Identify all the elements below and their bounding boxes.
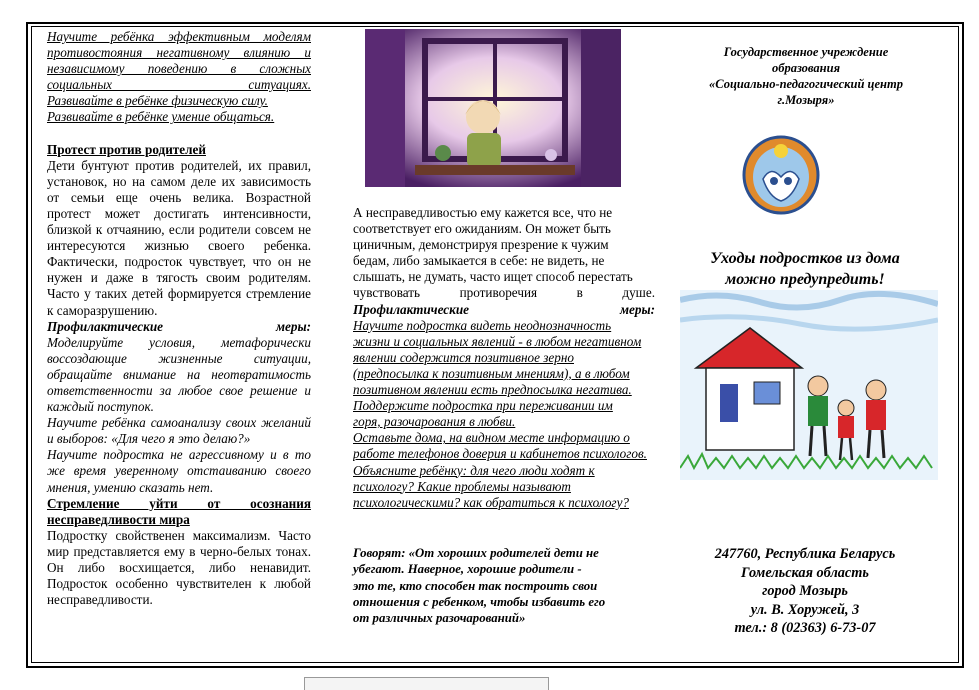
escape-heading: Стремление уйти от осознания несправедливости мира	[47, 495, 311, 527]
measure-line: горя, разочарования в любви.	[353, 414, 516, 430]
quote-block	[353, 545, 633, 626]
measure-line: Оставьте дома, на видном месте информацию о	[353, 430, 630, 446]
center-logo-icon	[741, 135, 821, 215]
quote-line: отношения с ребенком, чтобы избавить его	[353, 594, 606, 609]
address-line: Гомельская область	[741, 564, 869, 581]
measure-line: позитивном явлении есть предпосылка негатива.	[353, 382, 632, 398]
slogan-line: можно предупредить!	[725, 271, 885, 288]
measures-heading-2: Профилактические меры:	[353, 301, 655, 317]
quote-line: Говорят: «От хороших родителей дети не	[353, 546, 599, 560]
text-line: соответствует его ожиданиям. Он может быть	[353, 221, 611, 237]
measure-line: жизни и социальных явлений - в любом негативном	[353, 333, 642, 349]
measures-heading: Профилактические меры:	[47, 318, 311, 334]
column-left	[47, 29, 311, 608]
quote-line: это те, кто способен так построить свои	[353, 578, 598, 593]
text-line: циничным, демонстрируя презрение к чужим	[353, 237, 609, 253]
protest-text: Дети бунтуют против родителей, их правил, установок, но на самом деле их зависимость от семьи еще очень велика. Возрастной протест может достигать интенсивности, близкой к отчаянию, если родители совсем не интересуются жизнью своего ребенка. Фактически, подросток чувствует, что он не нужен и даже в тягость своим родителям. Часто у таких детей формируется стремление к саморазрушению.	[47, 157, 311, 318]
family-house-drawing	[680, 290, 938, 480]
measures-text: Научите подростка не агрессивному и в то же время уверенному отстаиванию своего мнения, умению сказать нет.	[47, 447, 311, 495]
text-line: чувствовать противоречия в душе.	[353, 285, 655, 301]
text-line: бедам, либо замыкается в себе: не видеть, не	[353, 253, 605, 269]
quote-line: от различных разочарований»	[353, 611, 526, 626]
intro-line: социальных ситуациях.	[47, 77, 311, 93]
slogan	[672, 248, 938, 290]
quote-line: убегают. Наверное, хорошие родители -	[353, 562, 582, 577]
column-middle	[353, 205, 655, 511]
address-block	[672, 545, 938, 638]
org-line: г.Мозыря»	[777, 93, 835, 107]
escape-text: Подростку свойственен максимализм. Часто мир представляется ему в черно-белых тонах. Он либо восхищается, либо ненавидит. Подросток особенно чувствителен к любой несправедливости.	[47, 527, 311, 608]
measure-line: Научите подростка видеть неоднозначность	[353, 317, 612, 333]
text-line: А несправедливостью ему кажется все, что не	[353, 205, 613, 220]
address-line: город Мозырь	[762, 583, 848, 599]
child-at-window-photo	[365, 29, 621, 187]
address-line: ул. В. Хоружей, 3	[750, 601, 860, 618]
measure-line: психологу? Какие проблемы называют	[353, 478, 571, 494]
protest-heading: Протест против родителей	[47, 141, 206, 157]
measure-line: явлении содержится позитивное зерно	[353, 349, 574, 365]
tooltip-stub	[304, 677, 549, 690]
intro-line: Развивайте в ребёнке физическую силу.	[47, 93, 268, 109]
measure-line: работе телефонов доверия и кабинетов психологов.	[353, 446, 647, 462]
org-line: образования	[771, 61, 841, 75]
address-line: 247760, Республика Беларусь	[714, 546, 896, 562]
measure-line: (предпосылка к позитивным мнениям), а в любом	[353, 365, 630, 381]
intro-line: Развивайте в ребёнке умение общаться.	[47, 109, 275, 125]
phone-line: тел.: 8 (02363) 6-73-07	[734, 620, 876, 636]
intro-line: противостояния негативному влиянию и	[47, 45, 311, 61]
org-line: Государственное учреждение	[723, 45, 889, 59]
intro-line: независимому поведению в сложных	[47, 61, 311, 77]
measure-line: психологическими? как обратиться к психологу?	[353, 494, 630, 510]
intro-line: Научите ребёнка эффективным моделям	[47, 29, 311, 44]
column-right	[676, 44, 936, 108]
org-line: «Социально-педагогический центр	[709, 77, 903, 91]
measures-text: Научите ребёнка самоанализу своих желаний и выборов: «Для чего я это делаю?»	[47, 415, 311, 447]
text-line: слышать, не думать, часто ищет способ перестать	[353, 269, 633, 285]
measures-text: Моделируйте условия, метафорически воссоздающие жизненные ситуации, обращайте внимание на неотвратимость ответственности за любое свое решение и каждый поступок.	[47, 334, 311, 415]
slogan-line: Уходы подростков из дома	[710, 250, 900, 267]
measure-line: Объясните ребёнку: для чего люди ходят к	[353, 462, 595, 478]
measure-line: Поддержите подростка при переживании им	[353, 398, 613, 414]
